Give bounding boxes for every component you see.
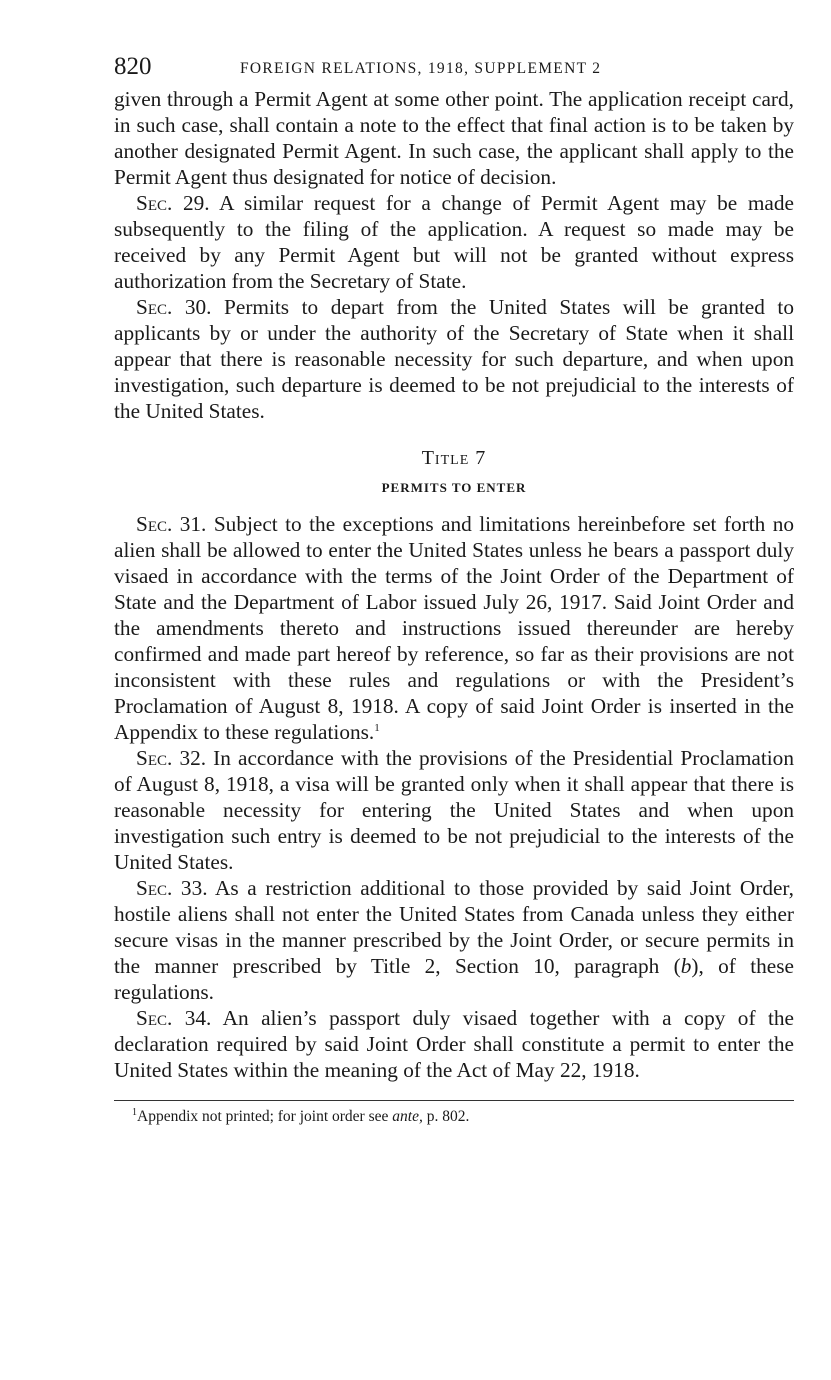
section-32-paragraph [114, 745, 794, 875]
section-33-paragraph [114, 875, 794, 1005]
running-title: FOREIGN RELATIONS, 1918, SUPPLEMENT 2 [240, 60, 602, 77]
section-29-paragraph [114, 190, 794, 294]
section-29-label: Sec. 29. [136, 191, 210, 215]
section-30-paragraph [114, 294, 794, 424]
section-29-text: A similar request for a change of Permit Agent may be made subsequently to the filing of the application. A request so made may be received by any Permit Agent but will not be granted without express authorization from the Secretary of State. [114, 191, 794, 293]
section-31-label: Sec. 31. [136, 512, 207, 536]
section-subheading: PERMITS TO ENTER [381, 480, 527, 495]
title-heading: Title 7 [421, 447, 487, 469]
footnote [114, 1107, 794, 1127]
section-34-paragraph [114, 1005, 794, 1083]
section-33-text-after: ), of these regulations. [114, 954, 794, 1004]
section-31-text: Subject to the exceptions and limitations hereinbefore set forth no alien shall be allowed to enter the United States unless he bears a passport duly visaed in accordance with the terms of the Joint Order of the Department of State and the Department of Labor issued July 26, 1917. Said Joint Order and the amendments thereto and instructions issued thereunder are hereby confirmed and made part hereof by reference, so far as their provisions are not inconsistent with these rules and regulations or with the President’s Proclamation of August 8, 1918. A copy of said Joint Order is inserted in the Appendix to these regulations. [114, 512, 794, 744]
section-34-label: Sec. 34. [136, 1006, 212, 1030]
running-header [114, 52, 794, 86]
section-30-text: Permits to depart from the United States will be granted to applicants by or under the authority of the Secretary of State when it shall appear that there is reasonable necessity for such departure, and when upon investigation, such departure is deemed to be not prejudicial to the interests of the United States. [114, 295, 794, 423]
section-33-text-before: As a restriction additional to those provided by said Joint Order, hostile aliens shall not enter the United States from Canada unless they either secure visas in the manner prescribed by the Joint Order, or secure permits in the manner prescribed by Title 2, Section 10, paragraph ( [114, 876, 794, 978]
footnote-italic: ante, [392, 1108, 423, 1125]
section-32-text: In accordance with the provisions of the Presidential Proclamation of August 8, 1918, a visa will be granted only when it shall appear that there is reasonable necessity for entering the United States and when upon investigation such entry is deemed to be not prejudicial to the interests of the United States. [114, 746, 794, 874]
footnote-divider [114, 1100, 794, 1101]
section-33-italic: b [680, 954, 692, 978]
section-32-label: Sec. 32. [136, 746, 207, 770]
section-34-text: An alien’s passport duly visaed together with a copy of the declaration required by said Joint Order shall constitute a permit to enter the United States within the meaning of the Act of May 22, 1918. [114, 1006, 794, 1082]
section-30-label: Sec. 30. [136, 295, 212, 319]
footnote-text-after: p. 802. [422, 1108, 470, 1125]
document-page [114, 52, 794, 1127]
footnote-reference: 1 [374, 721, 380, 734]
section-33-label: Sec. 33. [136, 876, 208, 900]
continuation-paragraph: given through a Permit Agent at some other point. The application receipt card, in such case, shall contain a note to the effect that final action is to be taken by another designated Permit Agent. In such case, the applicant shall apply to the Permit Agent thus designated for notice of decision. [114, 87, 794, 189]
page-number: 820 [114, 53, 152, 80]
section-31-paragraph [114, 511, 794, 745]
footnote-mark: 1 [132, 1106, 137, 1118]
footnote-text-before: Appendix not printed; for joint order see [137, 1108, 393, 1125]
